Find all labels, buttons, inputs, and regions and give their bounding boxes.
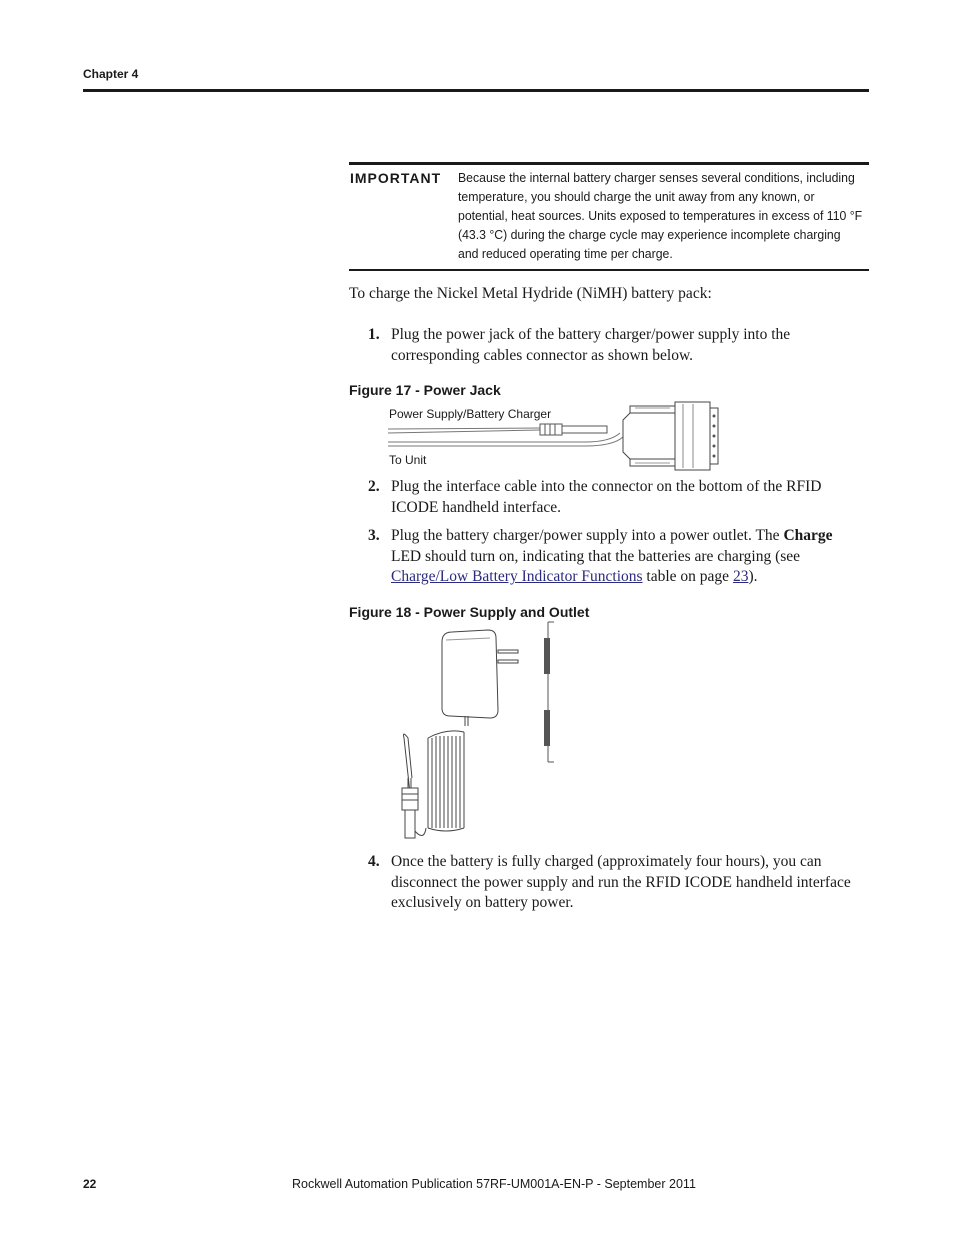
power-supply-label: Power Supply/Battery Charger (389, 407, 552, 421)
step-text: Plug the power jack of the battery charger/power supply into the corresponding cables connector as shown below. (391, 326, 791, 364)
important-text: Because the internal battery charger senses several conditions, including temperature, you should charge the unit away from any known, or potential, heat sources. Units exposed to temperatures in excess of 110 °F (43.3 °C) during the charge cycle may experience incomplete charging and reduced operating time per charge. (458, 170, 863, 261)
page-23-link[interactable]: 23 (732, 568, 749, 585)
publication-info: Rockwell Automation Publication 57RF-UM001A-EN-P - September 2011 (292, 1177, 696, 1191)
header-rule (83, 89, 869, 92)
step-text (391, 526, 861, 588)
power-supply-outlet-figure (390, 620, 565, 852)
important-label: IMPORTANT (350, 170, 442, 186)
figure-17-caption: Figure 17 - Power Jack (349, 382, 501, 398)
chapter-header: Chapter 4 (83, 67, 139, 81)
charge-indicator-link[interactable]: Charge/Low Battery Indicator Functions (391, 568, 643, 585)
step-text-part: ). (748, 568, 758, 585)
page-number: 22 (83, 1177, 97, 1191)
step-text: Once the battery is fully charged (approximately four hours), you can disconnect the power supply and run the RFID ICODE handheld interface exclusively on battery power. (391, 853, 851, 911)
to-unit-label: To Unit (389, 453, 427, 467)
step-text: Plug the interface cable into the connector on the bottom of the RFID ICODE handheld interface. (391, 478, 822, 516)
step-text-part: table on page (642, 568, 733, 585)
charge-led-term: Charge (783, 527, 833, 544)
step-number: 1. (368, 326, 380, 343)
power-jack-figure (385, 400, 725, 472)
step-number: 3. (368, 527, 380, 544)
step-text-part: Plug the battery charger/power supply into a power outlet. The (391, 527, 784, 544)
step-number: 2. (368, 478, 380, 495)
important-box (349, 162, 869, 271)
step-text-part: LED should turn on, indicating that the batteries are charging (see (391, 547, 801, 565)
step-number: 4. (368, 853, 380, 870)
intro-paragraph: To charge the Nickel Metal Hydride (NiMH) battery pack: (349, 285, 712, 302)
figure-18-caption: Figure 18 - Power Supply and Outlet (349, 604, 590, 620)
